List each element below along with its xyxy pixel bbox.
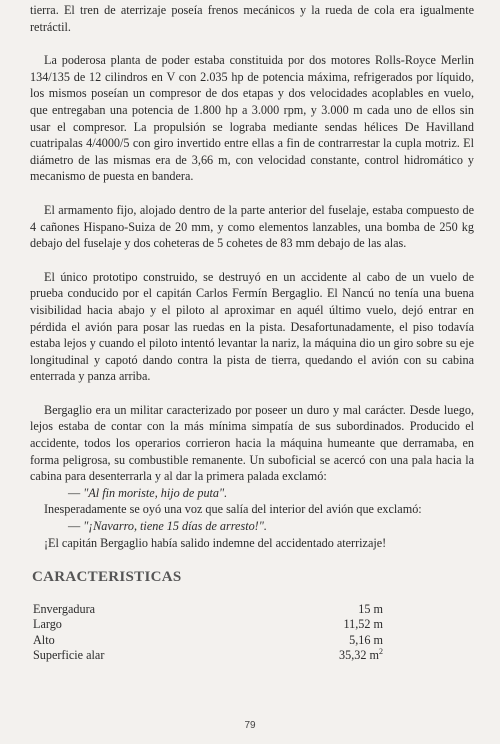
spec-value-text: 35,32 m bbox=[339, 647, 379, 662]
paragraph-voice: Inesperadamente se oyó una voz que salía del interior del avión que exclamó: bbox=[44, 502, 422, 517]
spec-row-length bbox=[33, 617, 383, 632]
spec-value bbox=[283, 648, 383, 663]
spec-value: 5,16 m bbox=[349, 632, 383, 647]
spec-label: Alto bbox=[33, 632, 55, 647]
spec-label: Envergadura bbox=[33, 602, 96, 617]
quote-second bbox=[68, 518, 474, 535]
spec-label: Superficie alar bbox=[33, 647, 105, 662]
spec-row-wingspan bbox=[33, 602, 383, 617]
quote-dash: — bbox=[68, 519, 81, 534]
spec-unit-superscript: 2 bbox=[379, 646, 383, 656]
specs-table bbox=[33, 602, 383, 663]
paragraph-conclusion: ¡El capitán Bergaglio había salido indemne del accidentado aterrizaje! bbox=[44, 535, 387, 550]
quote-first bbox=[68, 485, 474, 502]
page-number: 79 bbox=[244, 720, 256, 731]
paragraph-landing-gear: tierra. El tren de aterrizaje poseía frenos mecánicos y la rueda de cola era igualmente retráctil. bbox=[30, 3, 474, 34]
quote-dash: — bbox=[68, 485, 81, 500]
paragraph-bergaglio: Bergaglio era un militar caracterizado por poseer un duro y mal carácter. Desde luego, lejos estaba de contar con la más mínima simpatía de sus subordinados. Producido el accidente, todos los operarios corrieron hacia la máquina humeante que derramaba, en forma peligrosa, su combustible remanente. Un suboficial se acercó con una pala hacia la cabina para desenterrarla y al dar la primera palada exclamó: bbox=[30, 402, 474, 484]
quote-text: "¡Navarro, tiene 15 días de arresto!". bbox=[83, 519, 267, 534]
spec-row-height bbox=[33, 633, 383, 648]
quote-text: "Al fin moriste, hijo de puta". bbox=[83, 485, 228, 500]
specs-heading: CARACTERISTICAS bbox=[32, 569, 182, 586]
spec-value: 11,52 m bbox=[343, 617, 383, 632]
spec-label: Largo bbox=[33, 617, 62, 632]
paragraph-powerplant: La poderosa planta de poder estaba constituida por dos motores Rolls-Royce Merlin 134/135 de 12 cilindros en V con 2.035 hp de potencia máxima, refrigerados por líquido, los mismos poseían un compresor de dos etapas y dos velocidades acoplables en vuelo, que entregaban una potencia de 1.800 hp a 3.000 rpm, y 3.000 m cada uno de ellos sin usar el compresor. La propulsión se lograba mediante sendas hélices De Havilland cuatripalas 4/4000/5 con giro invertido entre ellas a fin de contrarrestar la cupla motriz. El diámetro de las mismas era de 3,66 m, con velocidad constante, control hidromático y mecanismo de puesta en bandera. bbox=[30, 53, 474, 184]
paragraph-prototype-accident: El único prototipo construido, se destruyó en un accidente al cabo de un vuelo de prueba conducido por el capitán Carlos Fermín Bergaglio. El Nancú no tenía una buena visibilidad hacia abajo y el piloto al aproximar en aquél último vuelo, dejó entrar en pérdida el avión para posar las ruedas en la pista. Desafortunadamente, el piso todavía estaba lejos y cuando el piloto intentó levantar la nariz, la máquina dio un giro sobre su eje longitudinal y capotó dando contra la pista de tierra, quedando el avión con su cabina enterrada y panza arriba. bbox=[30, 269, 474, 384]
paragraph-armament: El armamento fijo, alojado dentro de la parte anterior del fuselaje, estaba compuesto de 4 cañones Hispano-Suiza de 20 mm, y como elementos lanzables, una bomba de 250 kg debajo del fuselaje y dos coheteras de 5 cohetes de 83 mm debajo de las alas. bbox=[30, 202, 474, 251]
spec-row-wing-area bbox=[33, 648, 383, 663]
spec-value: 15 m bbox=[358, 602, 383, 617]
